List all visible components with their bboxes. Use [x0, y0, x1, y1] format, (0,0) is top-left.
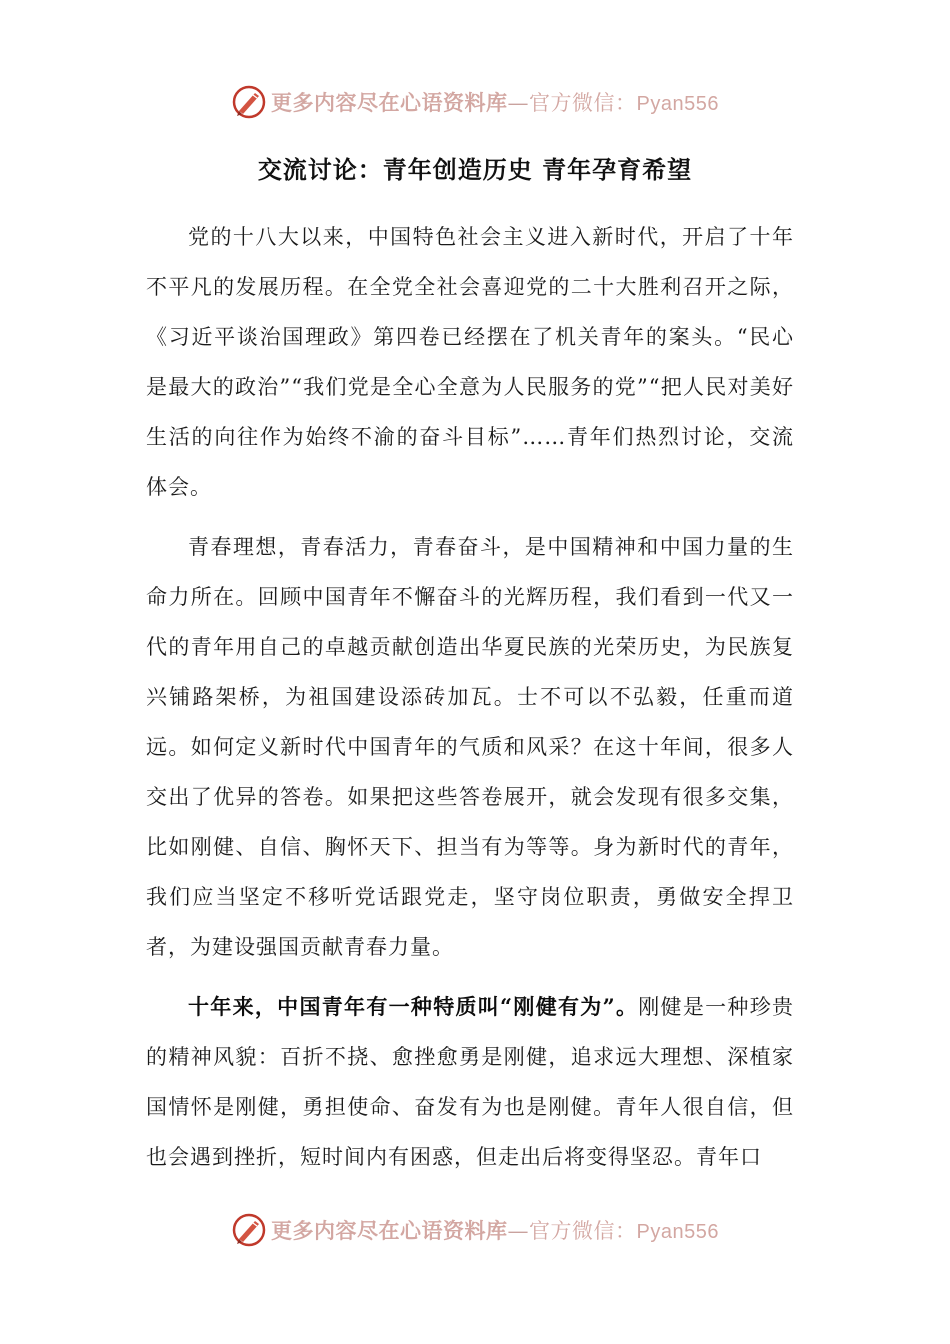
- paragraph-2: 青春理想，青春活力，青春奋斗，是中国精神和中国力量的生命力所在。回顾中国青年不懈奋斗的光辉历程，我们看到一代又一代的青年用自己的卓越贡献创造出华夏民族的光荣历史，为民族复兴铺路架桥，为祖国建设添砖加瓦。士不可以不弘毅，任重而道远。如何定义新时代中国青年的气质和风采？在这十年间，很多人交出了优异的答卷。如果把这些答卷展开，就会发现有很多交集，比如刚健、自信、胸怀天下、担当有为等等。身为新时代的青年，我们应当坚定不移听党话跟党走，坚守岗位职责，勇做安全捍卫者，为建设强国贡献青春力量。: [146, 535, 794, 959]
- watermark-text: 更多内容尽在心语资料库—官方微信：Pyan556: [271, 1218, 719, 1243]
- document-body: [146, 212, 794, 1192]
- pen-logo-icon: [231, 84, 267, 120]
- watermark-banner-bottom: [0, 1208, 950, 1252]
- watermark-text: 更多内容尽在心语资料库—官方微信：Pyan556: [271, 90, 719, 115]
- paragraph-3-heading: 十年来，中国青年有一种特质叫“刚健有为”。: [188, 994, 639, 1019]
- paragraph-1: 党的十八大以来，中国特色社会主义进入新时代，开启了十年不平凡的发展历程。在全党全社会喜迎党的二十大胜利召开之际，《习近平谈治国理政》第四卷已经摆在了机关青年的案头。“民心是最大的政治”“我们党是全心全意为人民服务的党”“把人民对美好生活的向往作为始终不渝的奋斗目标”……青年们热烈讨论，交流体会。: [146, 225, 794, 499]
- paragraph-3: 十年来，中国青年有一种特质叫“刚健有为”。刚健是一种珍贵的精神风貌：百折不挠、愈挫愈勇是刚健，追求远大理想、深植家国情怀是刚健，勇担使命、奋发有为也是刚健。青年人很自信，但也会遇到挫折，短时间内有困惑，但走出后将变得坚忍。青年口: [146, 994, 794, 1169]
- pen-logo-icon: [231, 1212, 267, 1248]
- watermark-banner-top: [0, 80, 950, 124]
- document-title: 交流讨论：青年创造历史 青年孕育希望: [257, 155, 693, 184]
